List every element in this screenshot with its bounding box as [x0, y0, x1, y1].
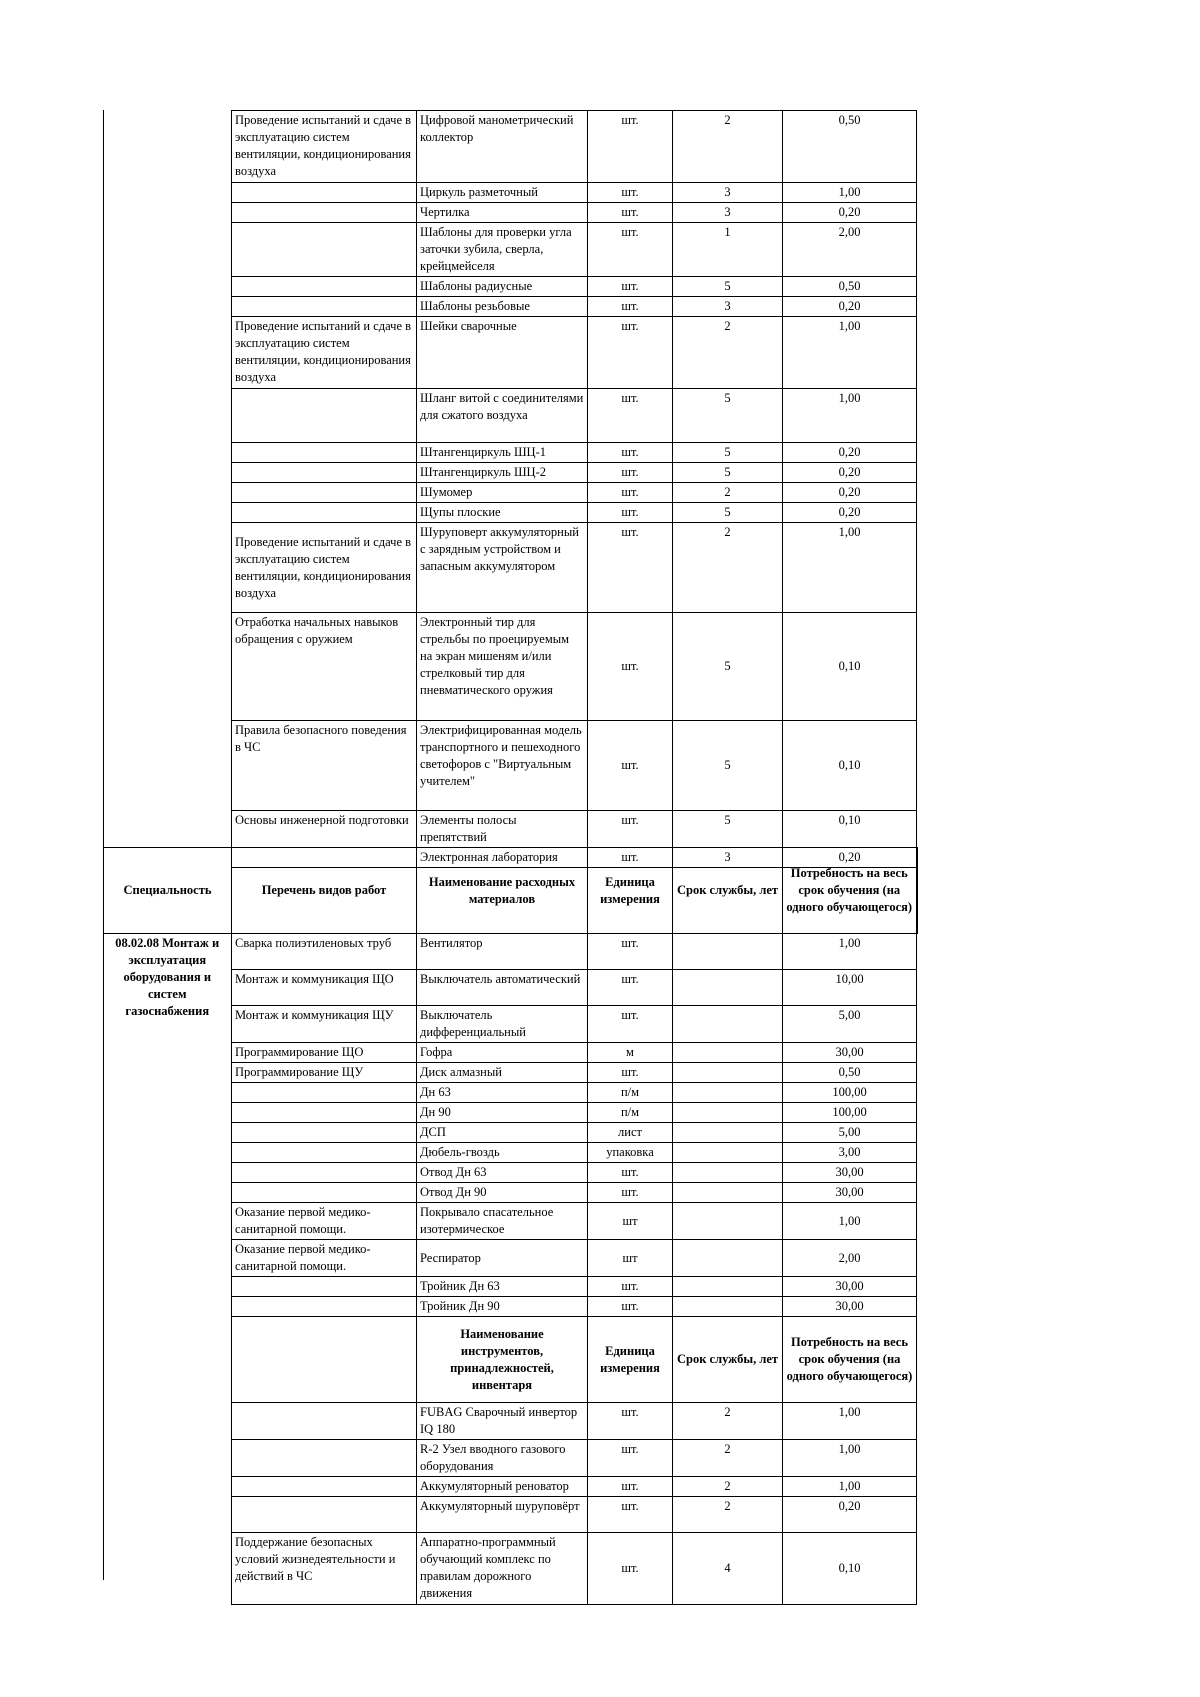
- life-cell: [673, 1063, 783, 1083]
- work-cell: Правила безопасного поведения в ЧС: [232, 721, 417, 811]
- header-unit: Единица измерения: [588, 848, 673, 934]
- need-cell: 1,00: [783, 317, 917, 389]
- work-cell: [232, 1083, 417, 1103]
- unit-cell: шт.: [588, 1403, 673, 1440]
- life-cell: 5: [673, 721, 783, 811]
- unit-cell: шт.: [588, 317, 673, 389]
- unit-cell: шт.: [588, 1183, 673, 1203]
- table-row: [232, 463, 917, 483]
- header-need: Потребность на весь срок обучения (на одного обучающегося): [783, 848, 917, 934]
- unit-cell: шт.: [588, 223, 673, 277]
- item-cell: Шаблоны радиусные: [417, 277, 588, 297]
- unit-cell: шт.: [588, 811, 673, 848]
- subheader-empty-cell: [232, 1317, 417, 1403]
- need-cell: 0,10: [783, 721, 917, 811]
- life-cell: [673, 1240, 783, 1277]
- need-cell: 1,00: [783, 1440, 917, 1477]
- table-row: [232, 223, 917, 277]
- unit-cell: шт.: [588, 203, 673, 223]
- work-cell: Монтаж и коммуникация ЩО: [232, 970, 417, 1006]
- life-cell: 5: [673, 503, 783, 523]
- header-work: Перечень видов работ: [232, 848, 417, 934]
- unit-cell: шт.: [588, 443, 673, 463]
- life-cell: [673, 1123, 783, 1143]
- unit-cell: шт.: [588, 503, 673, 523]
- work-cell: Монтаж и коммуникация ЩУ: [232, 1006, 417, 1043]
- life-cell: [673, 1083, 783, 1103]
- work-cell: [232, 483, 417, 503]
- need-cell: 10,00: [783, 970, 917, 1006]
- table-row: [232, 721, 917, 811]
- need-cell: 0,10: [783, 613, 917, 721]
- need-cell: 0,20: [783, 203, 917, 223]
- life-cell: [673, 1203, 783, 1240]
- unit-cell: п/м: [588, 1103, 673, 1123]
- work-cell: [232, 1297, 417, 1317]
- item-cell: Штангенциркуль ШЦ-2: [417, 463, 588, 483]
- life-cell: [673, 1183, 783, 1203]
- need-cell: 0,20: [783, 1497, 917, 1533]
- item-cell: Шуруповерт аккумуляторный с зарядным устройством и запасным аккумулятором: [417, 523, 588, 613]
- life-cell: 3: [673, 203, 783, 223]
- need-cell: 1,00: [783, 1203, 917, 1240]
- work-cell: Проведение испытаний и сдаче в эксплуатацию систем вентиляции, кондиционирования воздуха: [232, 317, 417, 389]
- work-cell: Программирование ЩУ: [232, 1063, 417, 1083]
- need-cell: 0,50: [783, 1063, 917, 1083]
- life-cell: 5: [673, 613, 783, 721]
- life-cell: 3: [673, 297, 783, 317]
- life-cell: [673, 1297, 783, 1317]
- work-cell: [232, 1103, 417, 1123]
- life-cell: 2: [673, 111, 783, 183]
- work-cell: [232, 1403, 417, 1440]
- life-cell: 5: [673, 277, 783, 297]
- table-row: [232, 317, 917, 389]
- work-cell: [232, 297, 417, 317]
- table-row: [232, 811, 917, 848]
- need-cell: 1,00: [783, 934, 917, 970]
- item-cell: Электронный тир для стрельбы по проецируемым на экран мишеням и/или стрелковый тир для пневматического оружия: [417, 613, 588, 721]
- unit-cell: шт.: [588, 721, 673, 811]
- work-cell: [232, 463, 417, 483]
- item-cell: Шейки сварочные: [417, 317, 588, 389]
- unit-cell: шт.: [588, 1063, 673, 1083]
- life-cell: [673, 934, 783, 970]
- item-cell: Тройник Дн 90: [417, 1297, 588, 1317]
- work-cell: Проведение испытаний и сдаче в эксплуатацию систем вентиляции, кондиционирования воздуха: [232, 523, 417, 613]
- need-cell: 0,20: [783, 443, 917, 463]
- item-cell: Щупы плоские: [417, 503, 588, 523]
- need-cell: 5,00: [783, 1006, 917, 1043]
- unit-cell: шт.: [588, 389, 673, 443]
- work-cell: Программирование ЩО: [232, 1043, 417, 1063]
- table-row: [104, 934, 917, 970]
- unit-cell: шт.: [588, 1006, 673, 1043]
- item-cell: Шаблоны для проверки угла заточки зубила, сверла, крейцмейселя: [417, 223, 588, 277]
- work-cell: [232, 1183, 417, 1203]
- table-row: [232, 443, 917, 463]
- work-cell: Отработка начальных навыков обращения с оружием: [232, 613, 417, 721]
- table-row: [232, 297, 917, 317]
- item-cell: Выключатель автоматический: [417, 970, 588, 1006]
- table-row: [232, 503, 917, 523]
- unit-cell: упаковка: [588, 1143, 673, 1163]
- life-cell: [673, 970, 783, 1006]
- need-cell: 1,00: [783, 183, 917, 203]
- item-cell: Вентилятор: [417, 934, 588, 970]
- item-cell: Выключатель дифференциальный: [417, 1006, 588, 1043]
- item-cell: Диск алмазный: [417, 1063, 588, 1083]
- need-cell: 0,50: [783, 277, 917, 297]
- life-cell: [673, 1043, 783, 1063]
- unit-cell: шт: [588, 1240, 673, 1277]
- need-cell: 1,00: [783, 1477, 917, 1497]
- table-row: [232, 203, 917, 223]
- need-cell: 30,00: [783, 1297, 917, 1317]
- subheader-life: Срок службы, лет: [673, 1317, 783, 1403]
- life-cell: 2: [673, 1403, 783, 1440]
- unit-cell: шт.: [588, 1533, 673, 1605]
- item-cell: Шланг витой с соединителями для сжатого воздуха: [417, 389, 588, 443]
- life-cell: 2: [673, 1477, 783, 1497]
- life-cell: [673, 1277, 783, 1297]
- item-cell: Шумомер: [417, 483, 588, 503]
- header-row: [104, 848, 917, 934]
- unit-cell: шт.: [588, 183, 673, 203]
- work-cell: [232, 183, 417, 203]
- need-cell: 0,20: [783, 297, 917, 317]
- life-cell: 3: [673, 848, 783, 868]
- item-cell: FUBAG Сварочный инвертор IQ 180: [417, 1403, 588, 1440]
- unit-cell: шт.: [588, 1477, 673, 1497]
- work-cell: [232, 503, 417, 523]
- item-cell: Аккумуляторный реноватор: [417, 1477, 588, 1497]
- work-cell: Сварка полиэтиленовых труб: [232, 934, 417, 970]
- unit-cell: шт.: [588, 297, 673, 317]
- need-cell: 0,20: [783, 463, 917, 483]
- tools-continuation-table: [231, 110, 917, 868]
- need-cell: 0,20: [783, 503, 917, 523]
- unit-cell: шт.: [588, 934, 673, 970]
- item-cell: Покрывало спасательное изотермическое: [417, 1203, 588, 1240]
- work-cell: [232, 443, 417, 463]
- item-cell: Электронная лаборатория: [417, 848, 588, 868]
- item-cell: Штангенциркуль ШЦ-1: [417, 443, 588, 463]
- header-item: Наименование расходных материалов: [417, 848, 588, 934]
- unit-cell: шт.: [588, 848, 673, 868]
- unit-cell: шт: [588, 1203, 673, 1240]
- work-cell: Оказание первой медико-санитарной помощи.: [232, 1240, 417, 1277]
- table-row: [232, 483, 917, 503]
- item-cell: Отвод Дн 90: [417, 1183, 588, 1203]
- table-row: [232, 183, 917, 203]
- life-cell: 1: [673, 223, 783, 277]
- need-cell: 30,00: [783, 1183, 917, 1203]
- item-cell: Дн 63: [417, 1083, 588, 1103]
- need-cell: 30,00: [783, 1043, 917, 1063]
- need-cell: 1,00: [783, 1403, 917, 1440]
- life-cell: 5: [673, 811, 783, 848]
- need-cell: 30,00: [783, 1277, 917, 1297]
- item-cell: ДСП: [417, 1123, 588, 1143]
- item-cell: R-2 Узел вводного газового оборудования: [417, 1440, 588, 1477]
- work-cell: [232, 203, 417, 223]
- item-cell: Чертилка: [417, 203, 588, 223]
- life-cell: 5: [673, 443, 783, 463]
- life-cell: 4: [673, 1533, 783, 1605]
- life-cell: 3: [673, 183, 783, 203]
- life-cell: [673, 1103, 783, 1123]
- need-cell: 0,10: [783, 811, 917, 848]
- unit-cell: лист: [588, 1123, 673, 1143]
- unit-cell: шт.: [588, 277, 673, 297]
- unit-cell: шт.: [588, 970, 673, 1006]
- specialty-cell: 08.02.08 Монтаж и эксплуатация оборудования и систем газоснабжения: [104, 934, 232, 1605]
- item-cell: Шаблоны резьбовые: [417, 297, 588, 317]
- item-cell: Дн 90: [417, 1103, 588, 1123]
- life-cell: 2: [673, 523, 783, 613]
- life-cell: 2: [673, 483, 783, 503]
- consumables-table: [103, 847, 918, 1605]
- work-cell: Основы инженерной подготовки: [232, 811, 417, 848]
- item-cell: Аккумуляторный шуруповёрт: [417, 1497, 588, 1533]
- life-cell: 5: [673, 389, 783, 443]
- work-cell: [232, 1277, 417, 1297]
- work-cell: [232, 1163, 417, 1183]
- subheader-item: Наименование инструментов, принадлежностей, инвентаря: [417, 1317, 588, 1403]
- need-cell: 2,00: [783, 1240, 917, 1277]
- work-cell: [232, 1440, 417, 1477]
- life-cell: 2: [673, 317, 783, 389]
- table-row: [232, 523, 917, 613]
- header-life: Срок службы, лет: [673, 848, 783, 934]
- unit-cell: шт.: [588, 483, 673, 503]
- subheader-need: Потребность на весь срок обучения (на одного обучающегося): [783, 1317, 917, 1403]
- item-cell: Электрифицированная модель транспортного и пешеходного светофоров с "Виртуальным учителем": [417, 721, 588, 811]
- need-cell: 1,00: [783, 389, 917, 443]
- need-cell: 0,50: [783, 111, 917, 183]
- unit-cell: шт.: [588, 111, 673, 183]
- item-cell: Дюбель-гвоздь: [417, 1143, 588, 1163]
- need-cell: 1,00: [783, 523, 917, 613]
- item-cell: Циркуль разметочный: [417, 183, 588, 203]
- unit-cell: шт.: [588, 1497, 673, 1533]
- subheader-unit: Единица измерения: [588, 1317, 673, 1403]
- life-cell: [673, 1006, 783, 1043]
- table-row: [232, 277, 917, 297]
- item-cell: Гофра: [417, 1043, 588, 1063]
- need-cell: 0,20: [783, 483, 917, 503]
- life-cell: 2: [673, 1440, 783, 1477]
- need-cell: 0,20: [783, 848, 917, 868]
- item-cell: Элементы полосы препятствий: [417, 811, 588, 848]
- header-specialty: Специальность: [104, 848, 232, 934]
- work-cell: [232, 1143, 417, 1163]
- need-cell: 5,00: [783, 1123, 917, 1143]
- need-cell: 0,10: [783, 1533, 917, 1605]
- unit-cell: шт.: [588, 1440, 673, 1477]
- table-row: [232, 613, 917, 721]
- unit-cell: шт.: [588, 463, 673, 483]
- unit-cell: шт.: [588, 1297, 673, 1317]
- life-cell: [673, 1143, 783, 1163]
- item-cell: Тройник Дн 63: [417, 1277, 588, 1297]
- unit-cell: шт.: [588, 1163, 673, 1183]
- unit-cell: шт.: [588, 613, 673, 721]
- item-cell: Отвод Дн 63: [417, 1163, 588, 1183]
- life-cell: [673, 1163, 783, 1183]
- item-cell: Респиратор: [417, 1240, 588, 1277]
- life-cell: 2: [673, 1497, 783, 1533]
- unit-cell: шт.: [588, 523, 673, 613]
- unit-cell: м: [588, 1043, 673, 1063]
- work-cell: [232, 1497, 417, 1533]
- life-cell: 5: [673, 463, 783, 483]
- need-cell: 30,00: [783, 1163, 917, 1183]
- work-cell: [232, 1123, 417, 1143]
- item-cell: Цифровой манометрический коллектор: [417, 111, 588, 183]
- table-row: [232, 389, 917, 443]
- table-row: [232, 111, 917, 183]
- need-cell: 2,00: [783, 223, 917, 277]
- work-cell: Поддержание безопасных условий жизнедеятельности и действий в ЧС: [232, 1533, 417, 1605]
- need-cell: 3,00: [783, 1143, 917, 1163]
- work-cell: [232, 389, 417, 443]
- work-cell: Оказание первой медико-санитарной помощи.: [232, 1203, 417, 1240]
- need-cell: 100,00: [783, 1103, 917, 1123]
- item-cell: Аппаратно-программный обучающий комплекс по правилам дорожного движения: [417, 1533, 588, 1605]
- unit-cell: п/м: [588, 1083, 673, 1103]
- work-cell: [232, 277, 417, 297]
- work-cell: Проведение испытаний и сдаче в эксплуатацию систем вентиляции, кондиционирования воздуха: [232, 111, 417, 183]
- need-cell: 100,00: [783, 1083, 917, 1103]
- unit-cell: шт.: [588, 1277, 673, 1297]
- work-cell: [232, 1477, 417, 1497]
- work-cell: [232, 223, 417, 277]
